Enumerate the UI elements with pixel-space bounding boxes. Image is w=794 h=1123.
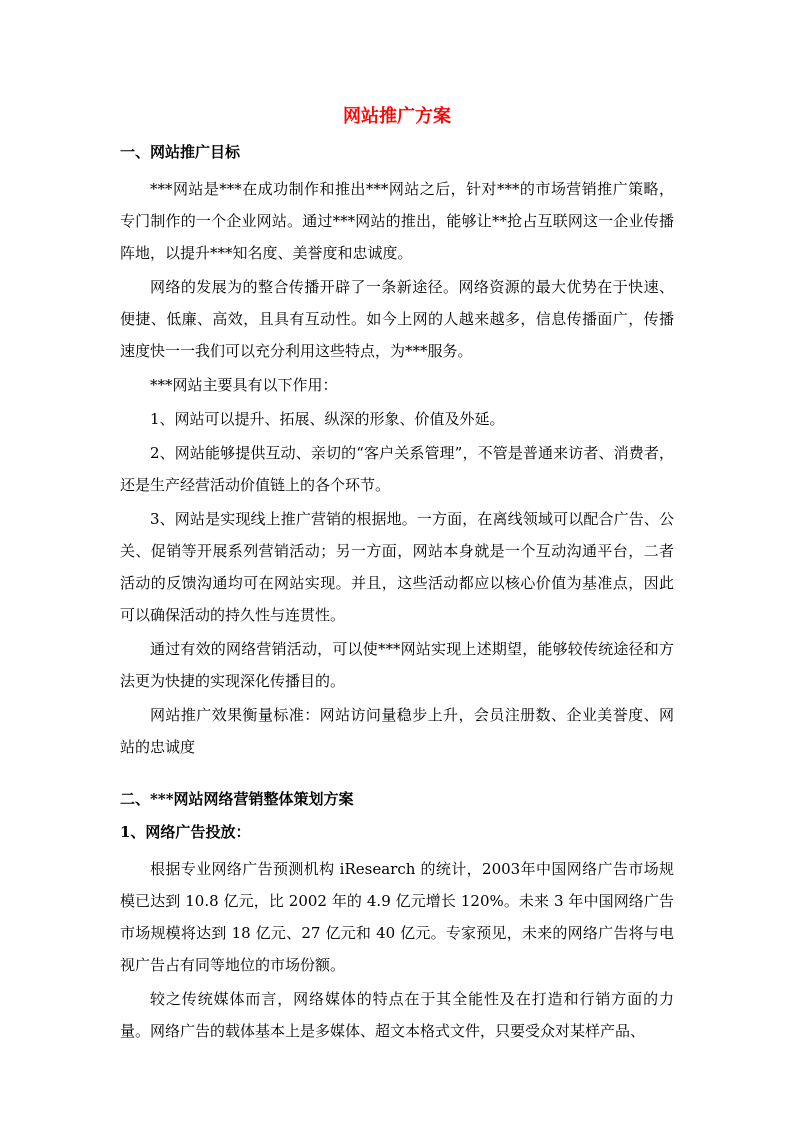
section-2-heading: 二、***网站网络营销整体策划方案 — [120, 790, 354, 808]
section-1-paragraph: ***网站是***在成功制作和推出***网站之后，针对***的市场营销推广策略，专门制作的一个企业网站。通过***网站的推出，能够让**抢占互联网这一企业传播阵地，以提升***知名度、美誉度和忠诚度。 — [120, 180, 674, 262]
section-1-paragraph: 网站推广效果衡量标准：网站访问量稳步上升，会员注册数、企业美誉度、网站的忠诚度 — [120, 706, 674, 756]
section-2-subheading: 1、网络广告投放： — [120, 823, 251, 841]
section-1-paragraph: 网络的发展为的整合传播开辟了一条新途径。网络资源的最大优势在于快速、便捷、低廉、高效，且具有互动性。如今上网的人越来越多，信息传播面广，传播速度快一一我们可以充分利用这些特点，为***服务。 — [120, 278, 674, 360]
section-1-paragraph: 2、网站能够提供互动、亲切的“客户关系管理”，不管是普通来访者、消费者，还是生产经营活动价值链上的各个环节。 — [120, 444, 674, 494]
document-title: 网站推广方案 — [343, 106, 451, 127]
section-1-paragraph: ***网站主要具有以下作用： — [150, 376, 338, 394]
section-1-heading: 一、网站推广目标 — [120, 143, 241, 161]
section-2-paragraph: 较之传统媒体而言，网络媒体的特点在于其全能性及在打造和行销方面的力量。网络广告的载体基本上是多媒体、超文本格式文件，只要受众对某样产品、 — [120, 990, 674, 1040]
section-1-paragraph: 3、网站是实现线上推广营销的根据地。一方面，在离线领域可以配合广告、公关、促销等开展系列营销活动；另一方面，网站本身就是一个互动沟通平台，二者活动的反馈沟通均可在网站实现。并且，这些活动都应以核心价值为基准点，因此可以确保活动的持久性与连贯性。 — [120, 510, 674, 624]
section-2-paragraph: 根据专业网络广告预测机构 iResearch 的统计，2003年中国网络广告市场规模已达到 10.8 亿元，比 2002 年的 4.9 亿元增长 120%。未来 3 年中国网络广告市场规模将达到 18 亿元、27 亿元和 40 亿元。专家预见，未来的网络广告将与电视广告占有同等地位的市场份额。 — [120, 860, 674, 974]
section-1-paragraph: 1、网站可以提升、拓展、纵深的形象、价值及外延。 — [150, 410, 505, 428]
section-1-paragraph: 通过有效的网络营销活动，可以使***网站实现上述期望，能够较传统途径和方法更为快捷的实现深化传播目的。 — [120, 640, 674, 690]
section-gap — [120, 763, 674, 787]
